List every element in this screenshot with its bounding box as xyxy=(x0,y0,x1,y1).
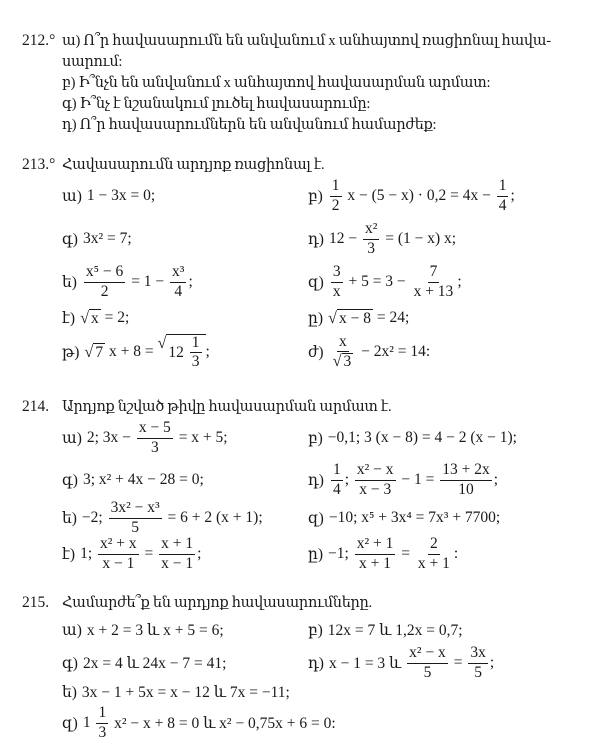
radical-sign-icon: √ xyxy=(84,342,94,361)
math-text: ; xyxy=(205,343,210,360)
numerator: x² xyxy=(363,221,379,239)
problem-212-line: ա) Ո՞ր հավասարումն են անվանում x անհայտով ռացիոնալ հավա- xyxy=(62,33,551,49)
problem-212-line: դ) Ո՞ր հավասարումներն են անվանում համարժեք: xyxy=(62,117,437,133)
denominator: 3 xyxy=(150,438,159,456)
numerator: 1 xyxy=(96,705,108,723)
denominator: x + 1 xyxy=(417,554,450,572)
math-text: 12 − xyxy=(328,230,361,247)
math-text: 7 xyxy=(95,343,104,361)
numerator: 7 xyxy=(428,264,440,282)
fraction xyxy=(363,221,379,257)
numerator: 1 xyxy=(497,178,509,196)
fraction xyxy=(96,705,108,741)
problem-212-line: սարում: xyxy=(62,54,123,70)
fraction xyxy=(331,334,356,371)
denominator: x xyxy=(332,282,341,300)
math-text: = 2; xyxy=(100,309,130,326)
item-label: գ) xyxy=(62,654,78,672)
math-text: x − 1 = 3 և xyxy=(328,654,406,672)
math-text: 2x = 4 և 24x − 7 = 41; xyxy=(82,654,227,672)
math-text: − 1 = xyxy=(397,471,439,488)
math-text: x − (5 − x) · 0,2 = 4x − xyxy=(343,187,495,204)
math-text: −10; x⁵ + 3x⁴ = 7x³ + 7700; xyxy=(328,509,501,526)
math-text: = 1 − xyxy=(127,273,169,290)
math-text: = xyxy=(449,654,467,671)
equation-item xyxy=(62,219,132,259)
fraction xyxy=(159,536,195,572)
problem-number-214: 214. xyxy=(22,398,50,415)
item-label: զ) xyxy=(308,273,324,291)
item-label: զ) xyxy=(62,714,78,732)
equation-item xyxy=(62,332,210,372)
item-label: դ) xyxy=(308,471,324,489)
denominator: x − 3 xyxy=(359,480,392,498)
math-text: 2; 3x − xyxy=(86,429,135,446)
math-text: ; xyxy=(197,545,202,562)
numerator: 1 xyxy=(190,335,202,353)
problem-213-title: Հավասարումն արդյոք ռացիոնալ է. xyxy=(62,157,325,173)
equation-item xyxy=(308,219,456,259)
numerator: x² + x xyxy=(98,536,139,554)
equation-item xyxy=(308,418,517,458)
denominator: 10 xyxy=(458,480,474,498)
fraction xyxy=(98,536,139,572)
math-text: 1 xyxy=(82,714,95,731)
math-text: = x + 5; xyxy=(174,429,228,446)
numerator: 3x² − x³ xyxy=(109,500,162,518)
item-label: ա) xyxy=(62,429,82,447)
item-label: ե) xyxy=(62,273,77,291)
equation-item xyxy=(62,534,201,574)
denominator: 2 xyxy=(331,196,340,214)
denominator xyxy=(331,352,356,370)
math-text: ; xyxy=(493,471,499,488)
fraction xyxy=(170,264,186,300)
fraction xyxy=(440,462,492,498)
numerator: x + 1 xyxy=(159,536,195,554)
math-text: = xyxy=(140,545,158,562)
denominator: 3 xyxy=(191,353,200,370)
equation-item xyxy=(62,498,263,538)
math-text: : xyxy=(453,545,459,562)
numerator: 3x xyxy=(468,645,488,663)
equation-item xyxy=(62,703,336,743)
denominator: x + 13 xyxy=(413,282,454,300)
numerator: x³ xyxy=(170,264,186,282)
numerator: 1 xyxy=(331,462,343,480)
equation-item xyxy=(308,332,430,372)
fraction xyxy=(190,335,202,371)
radicand xyxy=(342,353,354,370)
denominator: 3 xyxy=(367,239,376,257)
numerator: 13 + 2x xyxy=(440,462,492,480)
equation-item xyxy=(308,643,494,683)
numerator: x xyxy=(337,334,349,352)
problem-212-line: բ) Ի՞նչն են անվանում x անհայտով հավասարման արմատ: xyxy=(62,75,491,91)
fraction xyxy=(407,645,448,681)
denominator: x − 1 xyxy=(161,554,194,572)
fraction xyxy=(412,264,456,300)
numerator: x² − x xyxy=(407,645,448,663)
item-label: ա) xyxy=(62,621,82,639)
math-text: = 24; xyxy=(372,309,410,326)
radicand xyxy=(89,309,101,328)
item-label: բ) xyxy=(308,187,323,205)
fraction xyxy=(109,500,162,536)
numerator: 2 xyxy=(428,536,440,554)
item-label: ե) xyxy=(62,509,77,527)
problem-number-212: 212.° xyxy=(22,32,56,49)
math-text: 3; x² + 4x − 28 = 0; xyxy=(82,471,204,488)
item-label: թ) xyxy=(62,343,80,361)
item-label: գ) xyxy=(62,471,78,489)
math-text: ; xyxy=(344,471,353,488)
math-text: = 6 + 2 (x + 1); xyxy=(163,509,263,526)
denominator: 3 xyxy=(98,723,107,741)
denominator: 4 xyxy=(498,196,507,214)
item-label: ժ) xyxy=(308,343,324,361)
denominator: 5 xyxy=(423,663,432,681)
fraction xyxy=(355,536,396,572)
math-text: −2; xyxy=(81,509,107,526)
math-text: − 2x² = 14: xyxy=(357,343,431,360)
equation-item xyxy=(308,498,500,538)
fraction xyxy=(468,645,488,681)
math-text: ; xyxy=(188,273,193,290)
item-label: է) xyxy=(62,309,76,327)
equation-item xyxy=(308,262,462,302)
math-text: x xyxy=(91,309,99,327)
denominator: x + 1 xyxy=(359,554,392,572)
fraction xyxy=(137,420,173,456)
equation-item xyxy=(308,176,515,216)
square-root xyxy=(80,309,101,328)
denominator: 5 xyxy=(131,518,139,536)
item-label: ե) xyxy=(62,683,77,701)
math-text: 3x − 1 + 5x = x − 12 և 7x = −11; xyxy=(81,683,290,701)
denominator: 5 xyxy=(474,663,482,681)
math-text: x² − x + 8 = 0 և x² − 0,75x + 6 = 0: xyxy=(110,714,336,732)
math-text: x − 8 xyxy=(338,309,371,327)
equation-item xyxy=(308,534,458,574)
fraction xyxy=(331,264,343,300)
radical-sign-icon: √ xyxy=(328,308,337,327)
denominator: 4 xyxy=(332,480,341,498)
math-text: 3x² = 7; xyxy=(82,230,132,247)
denominator: x − 1 xyxy=(102,554,135,572)
fraction xyxy=(497,178,509,214)
math-text: ; xyxy=(489,654,495,671)
math-text: 12x = 7 և 1,2x = 0,7; xyxy=(327,621,463,639)
item-label: ը) xyxy=(308,309,324,327)
math-text: ; xyxy=(457,273,462,290)
square-root xyxy=(157,334,205,371)
item-label: բ) xyxy=(308,621,323,639)
problem-214-title: Արդյոք նշված թիվը հավասարման արմատ է. xyxy=(62,399,392,415)
fraction xyxy=(355,462,396,498)
item-label: զ) xyxy=(308,509,324,527)
item-label: դ) xyxy=(308,654,324,672)
radical-sign-icon: √ xyxy=(80,308,90,327)
square-root xyxy=(333,353,354,370)
numerator: x² + 1 xyxy=(355,536,396,554)
denominator: 4 xyxy=(174,282,183,300)
denominator: 2 xyxy=(100,282,109,300)
equation-item xyxy=(62,176,155,216)
fraction xyxy=(330,178,342,214)
math-text: −0,1; 3 (x − 8) = 4 − 2 (x − 1); xyxy=(327,429,517,446)
radical-sign-icon: √ xyxy=(332,352,342,370)
numerator: x² − x xyxy=(355,462,396,480)
radicand xyxy=(337,309,373,328)
math-text: x + 2 = 3 և x + 5 = 6; xyxy=(86,621,224,639)
numerator: 3 xyxy=(331,264,343,282)
numerator: x⁵ − 6 xyxy=(84,264,125,282)
radicand xyxy=(93,343,105,362)
equation-item xyxy=(308,460,498,500)
square-root xyxy=(84,343,105,362)
fraction xyxy=(331,462,343,498)
problem-number-213: 213.° xyxy=(22,156,56,173)
fraction xyxy=(416,536,452,572)
math-text: 3 xyxy=(343,353,352,370)
math-text: = (1 − x) x; xyxy=(381,230,457,247)
math-text: 1 − 3x = 0; xyxy=(86,187,156,204)
equation-item xyxy=(62,418,228,458)
item-label: բ) xyxy=(308,429,323,447)
math-text: 1; xyxy=(80,545,97,562)
square-root xyxy=(328,309,373,328)
problem-212-line: գ) Ի՞նչ է նշանակում լուծել հավասարումը: xyxy=(62,96,371,112)
radical-sign-icon: √ xyxy=(157,333,167,352)
equation-item xyxy=(62,460,204,500)
math-text: −1; xyxy=(328,545,353,562)
problem-215-title: Համարժե՞ք են արդյոք հավասարումները. xyxy=(62,595,372,611)
item-label: գ) xyxy=(62,230,78,248)
problem-number-215: 215. xyxy=(22,594,50,611)
math-text: 12 xyxy=(168,343,188,361)
item-label: ա) xyxy=(62,187,82,205)
math-text: + 5 = 3 − xyxy=(344,273,410,290)
radicand xyxy=(166,334,205,371)
numerator: x − 5 xyxy=(137,420,173,438)
math-text: = xyxy=(397,545,414,562)
math-text: x + 8 = xyxy=(105,343,158,360)
equation-item xyxy=(62,262,193,302)
numerator: 1 xyxy=(330,178,342,196)
item-label: ը) xyxy=(308,545,324,563)
fraction xyxy=(84,264,125,300)
math-text: ; xyxy=(510,187,515,204)
item-label: է) xyxy=(62,545,76,563)
item-label: դ) xyxy=(308,230,324,248)
